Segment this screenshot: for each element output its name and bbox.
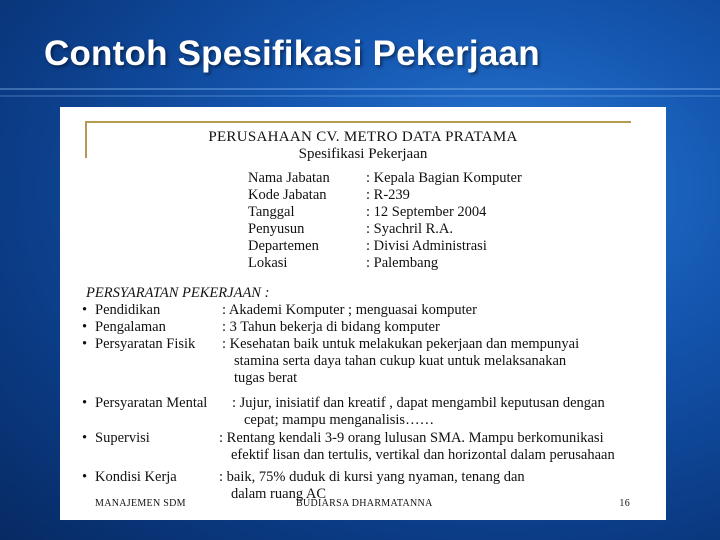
requirement-line: : Rentang kendali 3-9 orang lulusan SMA. Mampu berkomunikasi [219,430,604,446]
info-value: : Kepala Bagian Komputer [366,170,522,186]
requirement-line: tugas berat [234,370,298,386]
requirement-label: Supervisi [95,430,150,446]
info-value: : Palembang [366,255,439,271]
requirement-value [222,302,662,319]
requirement-label: Kondisi Kerja [95,469,177,485]
bullet-icon: • [82,430,88,446]
decorative-line [0,88,720,90]
page-number: 16 [619,498,630,509]
requirement-supervisi [82,430,662,464]
requirement-label: Persyaratan Mental [95,395,208,411]
info-value: : Syachril R.A. [366,221,453,237]
requirement-value [219,430,662,464]
info-label: Penyusun [248,221,305,237]
info-value: : 12 September 2004 [366,204,487,220]
requirement-label-wrap [82,395,207,412]
requirement-line: dalam ruang AC [231,486,327,502]
info-label: Tanggal [248,204,295,220]
bullet-icon: • [82,336,88,352]
requirement-line: efektif lisan dan tertulis, vertikal dan horizontal dalam perusahaan [231,447,615,463]
info-value: : R-239 [366,187,410,203]
requirement-value [219,469,662,503]
requirement-label-wrap [82,336,195,353]
requirement-persyaratan-mental [82,395,662,429]
requirement-line: : baik, 75% duduk di kursi yang nyaman, tenang dan [219,469,525,485]
requirement-label: Pengalaman [95,319,166,335]
requirement-pengalaman [82,319,662,336]
requirements-list [82,302,662,503]
bullet-icon: • [82,395,88,411]
requirement-line: stamina serta daya tahan cukup kuat untuk melaksanakan [234,353,567,369]
requirement-line: : Akademi Komputer ; menguasai komputer [222,302,477,318]
requirement-persyaratan-fisik [82,336,662,387]
bullet-icon: • [82,469,88,485]
requirement-line: cepat; mampu menganalisis…… [244,412,435,428]
document-subtitle: Spesifikasi Pekerjaan [298,146,428,162]
document-image [60,107,666,520]
bullet-icon: • [82,319,88,335]
requirement-value [222,336,662,387]
requirement-label-wrap [82,469,177,486]
footer-left: MANAJEMEN SDM [95,498,186,509]
requirement-line: : 3 Tahun bekerja di bidang komputer [222,319,440,335]
bullet-icon: • [82,302,88,318]
requirement-value [222,319,662,336]
requirement-label-wrap [82,302,160,319]
decorative-line [0,95,720,97]
requirement-line: : Kesehatan baik untuk melakukan pekerjaan dan mempunyai [222,336,580,352]
info-label: Lokasi [248,255,288,271]
company-name: PERUSAHAAN CV. METRO DATA PRATAMA [208,129,518,145]
footer-center: BUDIARSA DHARMATANNA [296,498,433,509]
info-label: Kode Jabatan [248,187,327,203]
info-value: : Divisi Administrasi [366,238,487,254]
requirement-line: : Jujur, inisiatif dan kreatif , dapat mengambil keputusan dengan [232,395,605,411]
info-label: Departemen [248,238,319,254]
info-label: Nama Jabatan [248,170,330,186]
requirements-header: PERSYARATAN PEKERJAAN : [86,285,270,301]
requirement-label: Pendidikan [95,302,161,318]
requirement-value [232,395,662,429]
slide-title: Contoh Spesifikasi Pekerjaan [44,34,540,73]
requirement-label-wrap [82,319,166,336]
requirement-pendidikan [82,302,662,319]
document-top-rule [85,121,631,123]
requirement-label: Persyaratan Fisik [95,336,196,352]
requirement-label-wrap [82,430,150,447]
